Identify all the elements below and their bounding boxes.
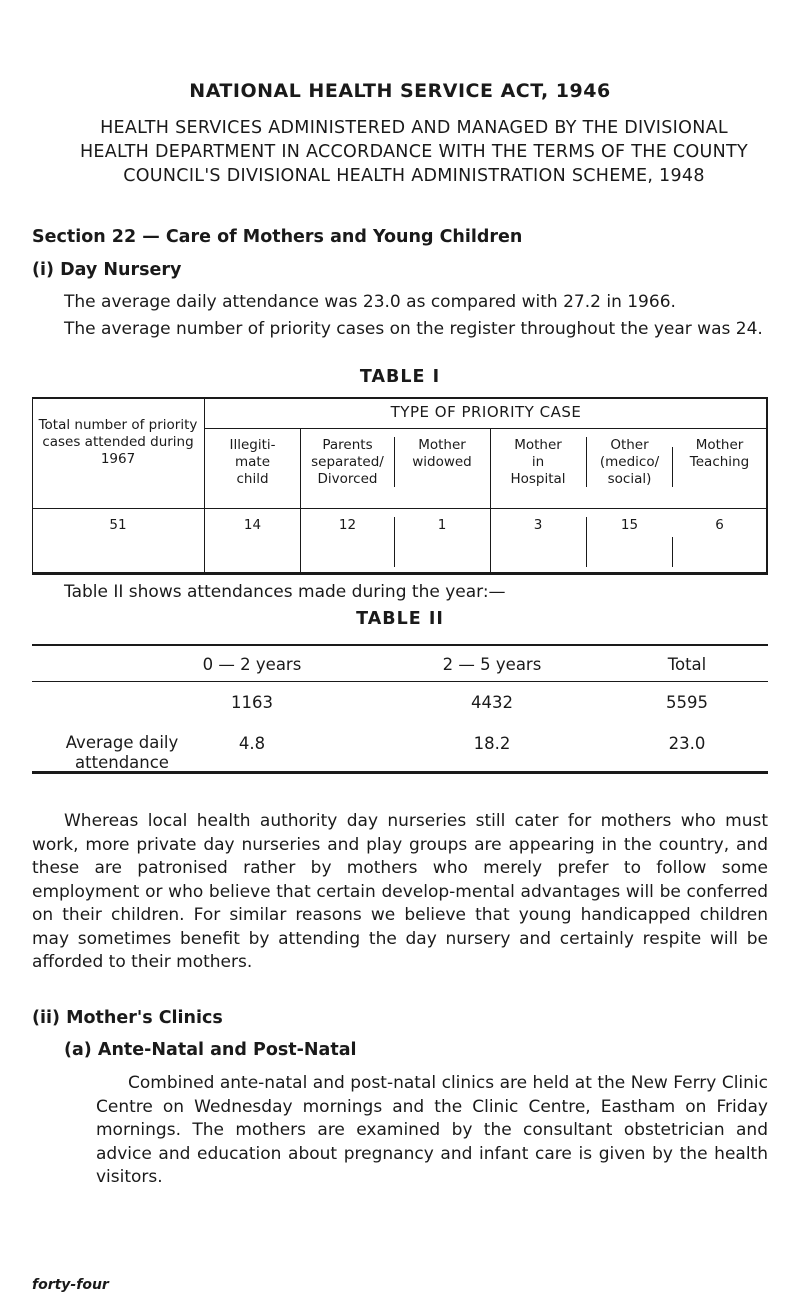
table1-total-value: 51 xyxy=(109,517,127,533)
table1-col-header: Other (medico/ social) xyxy=(599,437,660,487)
clinics-paragraph: Combined ante-natal and post-natal clinics are held at the New Ferry Clinic Centre on Wednesday mornings and the Clinic Centre, Eastham on Friday mornings. The mothers are examined by the consultant obstetrician and advice and education about pregnancy and infant care is given by the health visitors. xyxy=(96,1073,768,1187)
table2-row-label: Average daily attendance xyxy=(65,733,179,772)
clinics-heading: (ii) Mother's Clinics xyxy=(32,1008,223,1028)
table1-col-header: Parents separated/ Divorced xyxy=(311,437,384,487)
section-heading: Section 22 — Care of Mothers and Young Children xyxy=(32,227,523,247)
table2-cell: 4432 xyxy=(471,693,513,712)
table1 xyxy=(32,397,768,575)
table1-cell: 1 xyxy=(437,517,447,533)
table1-col-header: Mother Teaching xyxy=(689,437,750,470)
antenatal-heading: (a) Ante-Natal and Post-Natal xyxy=(64,1040,357,1060)
table1-col-header: Mother in Hospital xyxy=(510,437,566,487)
table1-group-header: TYPE OF PRIORITY CASE xyxy=(390,403,582,421)
table2-cell: 23.0 xyxy=(668,734,706,753)
day-nursery-heading: (i) Day Nursery xyxy=(32,260,182,280)
table2-title: TABLE II xyxy=(356,609,444,629)
table2 xyxy=(32,644,768,774)
table1-cell: 3 xyxy=(533,517,543,533)
table2-cell: 4.8 xyxy=(238,734,266,753)
table1-cell: 6 xyxy=(715,517,724,533)
table1-cell: 14 xyxy=(243,517,262,533)
table1-col-header: Illegiti- mate child xyxy=(229,437,276,487)
table1-cell: 15 xyxy=(620,517,639,533)
page-title: NATIONAL HEALTH SERVICE ACT, 1946 xyxy=(189,80,611,102)
table1-title: TABLE I xyxy=(359,367,441,387)
table2-intro: Table II shows attendances made during the year:— xyxy=(64,582,506,602)
page-subtitle: HEALTH SERVICES ADMINISTERED AND MANAGED BY THE DIVISIONAL HEALTH DEPARTMENT IN ACCORDANCE WITH THE TERMS OF THE COUNTY COUNCIL'S DIVISIONAL HEALTH ADMINISTRATION SCHEME, 1948 xyxy=(79,118,749,186)
table2-cell: 18.2 xyxy=(473,734,511,753)
table2-header: Total xyxy=(667,655,707,674)
table1-col-header: Mother widowed xyxy=(412,437,472,470)
day-nursery-para-1: The average daily attendance was 23.0 as compared with 27.2 in 1966. xyxy=(64,292,676,312)
day-nursery-para-2: The average number of priority cases on the register throughout the year was 24. xyxy=(64,319,763,339)
table2-header: 2 — 5 years xyxy=(442,655,542,674)
table2-header: 0 — 2 years xyxy=(202,655,302,674)
body-paragraph: Whereas local health authority day nurseries still cater for mothers who must work, more private day nurseries and play groups are appearing in the country, and these are patronised rather by mothers who merely prefer to follow some employment or who believe that certain develop-mental advantages will be conferred on their children. For similar reasons we believe that young handicapped children may sometimes benefit by attending the day nursery and certainly respite will be afforded to their mothers. xyxy=(32,811,768,972)
table1-cell: 12 xyxy=(338,517,357,533)
table2-cell: 1163 xyxy=(231,693,273,712)
table2-cell: 5595 xyxy=(666,693,708,712)
table1-left-header: Total number of priority cases attended during 1967 xyxy=(38,417,198,467)
page-number-label: forty-four xyxy=(32,1277,109,1293)
